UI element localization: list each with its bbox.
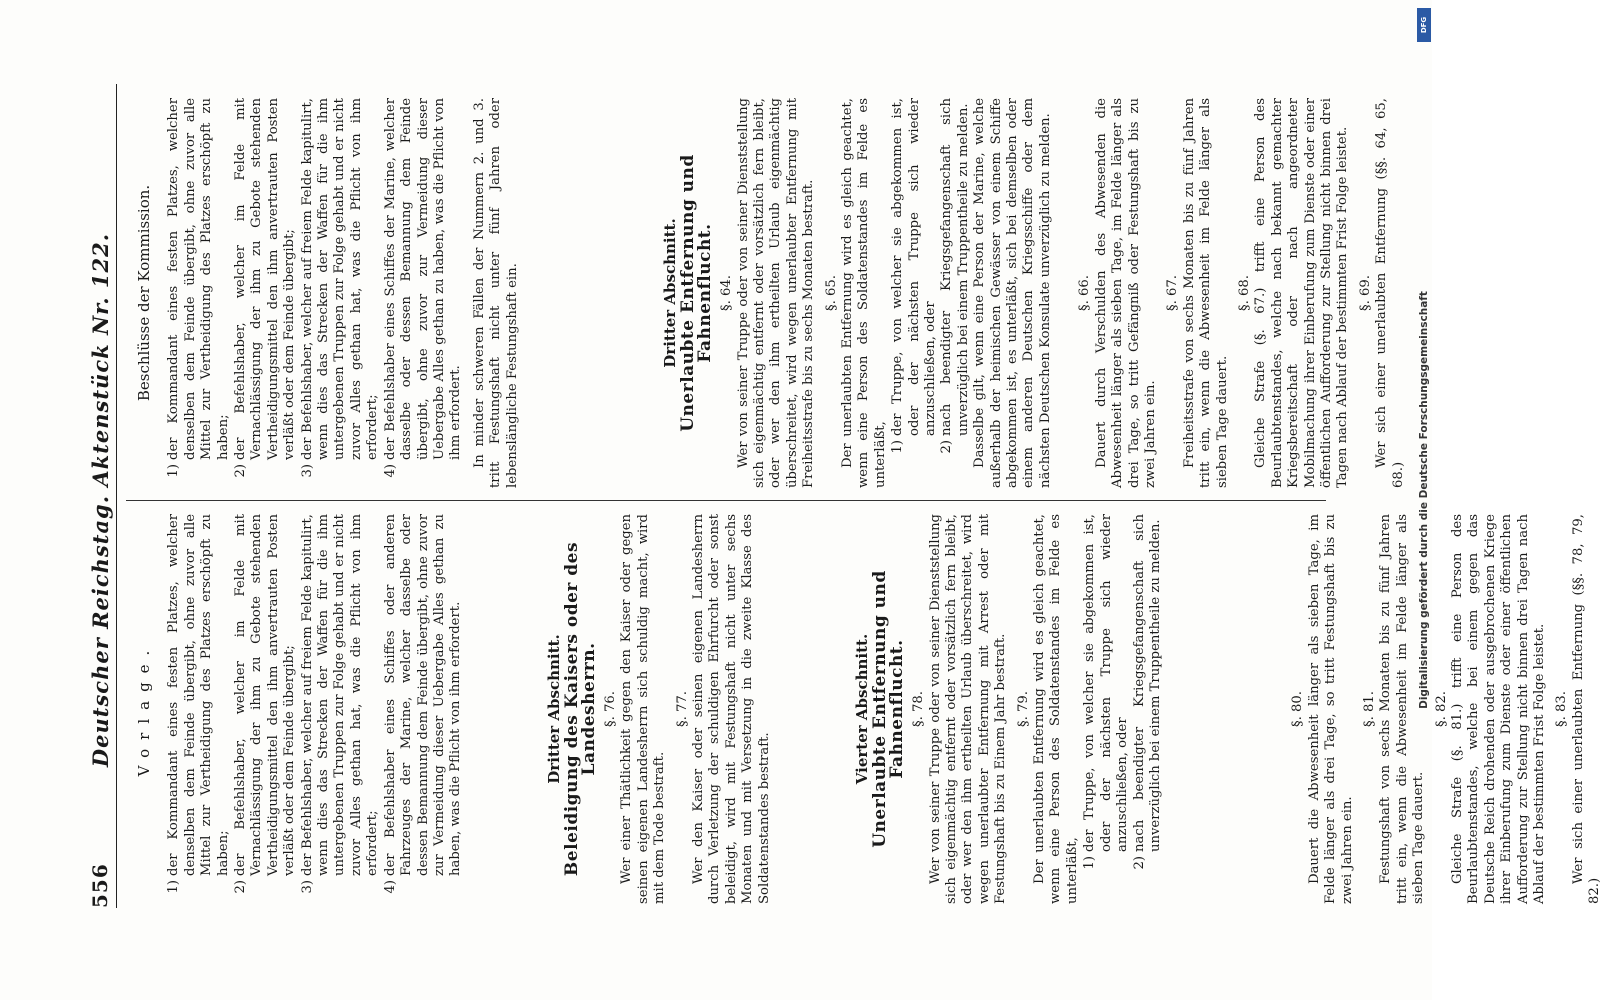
list-item: 4) der Befehlshaber eines Schiffes oder anderen Fahrzeuges der Marine, welcher dasselbe oder dessen Bemannung dem Feinde übergibt, ohne zuvor zur Vermeidung dieser Uebergabe Alles gethan zu haben, was die Pflicht von ihm erfordert. [382,514,464,894]
paragraph-sign: §. 67. [1165,275,1181,311]
paragraph-text: Der unerlaubten Entfernung wird es gleich geachtet, wenn eine Person des Soldatenstandes im Felde es unterläßt, [1032,514,1080,904]
digitization-credit: Digitalisierung gefördert durch die Deutsche Forschungsgemeinschaft [1418,291,1430,709]
paragraph-sign: §. 64. [719,275,735,311]
paragraph-text: Wer sich einer unerlaubten Entfernung (§§. 64, 65, 68.) [1374,98,1406,488]
section-subtitle: Unerlaubte Entfernung und Fahnenflucht. [870,570,907,848]
column-kommission [132,98,1408,488]
list-item: 4) der Befehlshaber eines Schiffes der Marine, welcher dasselbe oder dessen Bemannung dem Feinde übergibt, ohne zuvor zur Vermeidung dieser Uebergabe Alles gethan zu haben, was die Pflicht von ihm erfordert. [382,98,464,478]
paragraph-sign: §. 82. [1433,691,1449,727]
paragraph-text: Dasselbe gilt, wenn eine Person der Marine, welche außerhalb der heimischen Gewässer von einem Schiffe abgekommen ist, es unterläßt, sich bei demselben oder einem anderen Deutschen Kriegsschiffe oder dem nächsten Deutschen Konsulate unverzüglich zu melden. [972,98,1053,488]
section-subtitle: Beleidigung des Kaisers oder des Landesherrn. [562,541,599,877]
list-item: 3) der Befehlshaber, welcher auf freiem Felde kapitulirt, wenn dies das Strecken der Waffen für die ihm untergebenen Truppen zur Folge gehabt und er nicht zuvor Alles gethan hat, was die Pflicht von ihm erfordert; [299,98,381,478]
list-item: 2) nach beendigter Kriegsgefangenschaft sich unverzüglich bei einem Truppentheile zu melden. [1131,514,1163,870]
paragraph-sign: §. 68. [1236,275,1252,311]
paragraph-text: Wer von seiner Truppe oder von seiner Dienststellung sich eigenmächtig entfernt oder vorsätzlich fern bleibt, oder wer den ihm ertheilten Urlaub eigenmächtig überschreitet, wird wegen unerlaubter Entfernung mit Freiheitsstrafe bis zu sechs Monaten bestraft. [735,98,817,488]
list-item: 2) nach beendigter Kriegsgefangenschaft sich unverzüglich bei einem Truppentheile zu melden. [939,98,971,454]
paragraph-text: Gleiche Strafe (§. 67.) trifft eine Person des Beurlaubtenstandes, welche nach bekannt gemachter Kriegsbereitschaft oder nach angeordneter Mobilmachung ihrer Einberufung zum Dienste oder einer öffentlichen Aufforderung zur Stellung nicht binnen drei Tagen nach Ablauf der bestimmten Frist Folge leistet. [1253,98,1351,488]
column-heading-vorlage: Vorlage. [135,641,153,777]
page-title: Deutscher Reichstag. Aktenstück Nr. 122. [88,232,113,768]
paragraph-sign: §. 79. [1015,691,1031,727]
paragraph-text: Freiheitsstrafe von sechs Monaten bis zu fünf Jahren tritt ein, wenn die Abwesenheit im Felde länger als sieben Tage dauert. [1181,98,1230,488]
list-item: 1) der Kommandant eines festen Platzes, welcher denselben dem Feinde übergibt, ohne zuvor alle Mittel zur Vertheidigung des Platzes erschöpft zu haben; [166,514,231,894]
paragraph-sign: §. 81. [1361,691,1377,727]
dfg-logo: DFG [1417,8,1431,42]
section-title: Vierter Abschnitt. [853,633,871,785]
paragraph-sign: §. 65. [823,275,839,311]
paragraph-sign: §. 69. [1357,275,1373,311]
section-title: Dritter Abschnitt. [660,218,679,368]
paragraph-text: Wer von seiner Truppe oder von seiner Dienststellung sich eigenmächtig entfernt oder vorsätzlich fern bleibt, oder wer den ihm ertheilten Urlaub überschreitet, wird wegen unerlaubter Entfernung mit Arrest oder mit Festungshaft bis zu Einem Jahr bestraft. [927,514,1009,904]
paragraph-text: Festungshaft von sechs Monaten bis zu fünf Jahren tritt ein, wenn die Abwesenheit im Felde länger als sieben Tage dauert. [1378,514,1427,904]
section-subtitle: Unerlaubte Entfernung und Fahnenflucht. [678,154,715,432]
list-item: 1) der Truppe, von welcher sie abgekommen ist, oder der nächsten Truppe sich wieder anzuschließen, oder [890,98,939,454]
column-divider [126,500,1326,501]
section-title: Dritter Abschnitt. [544,634,563,784]
paragraph-sign: §. 78. [911,691,927,727]
paragraph-sign: §. 80. [1290,691,1306,727]
paragraph-sign: §. 77. [674,691,690,727]
paragraph-text: Der unerlaubten Entfernung wird es gleich geachtet, wenn eine Person des Soldatenstandes im Felde es unterläßt, [840,98,888,488]
paragraph-sign: §. 66. [1077,275,1093,311]
list-item: 1) der Truppe, von welcher sie abgekommen ist, oder der nächsten Truppe sich wieder anzuschließen, oder [1082,514,1131,870]
paragraph-text: Dauert die Abwesenheit länger als sieben Tage, im Felde länger als drei Tage, so tritt Festungshaft bis zu zwei Jahren ein. [1306,514,1355,904]
paragraph-sign: §. 83. [1554,691,1570,727]
paragraph-text: Wer sich einer unerlaubten Entfernung (§§. 78, 79, 82.) [1570,514,1603,904]
paragraph-sign: §. 76. [602,691,618,727]
column-vorlage [132,514,1605,904]
paragraph-text: Gleiche Strafe (§. 81.) trifft eine Person des Beurlaubtenstandes, welche bei einem gegen das Deutsche Reich drohenden oder ausgebrochenen Kriege ihrer Einberufung zum Dienste oder einer öffentlichen Aufforderung zur Stellung nicht binnen drei Tagen nach Ablauf der bestimmten Frist Folge leistet. [1449,514,1547,904]
paragraph-text: In minder schweren Fällen der Nummern 2. und 3. tritt Festungshaft nicht unter fünf Jahren oder lebenslängliche Festungshaft ein. [471,98,520,488]
column-heading-kommission: Beschlüsse der Kommission. [135,184,153,402]
header-rule [116,84,117,908]
paragraph-text: Dauert durch Verschulden des Abwesenden die Abwesenheit länger als sieben Tage, im Felde länger als drei Tage, so tritt Gefängniß oder Festungshaft bis zu zwei Jahren ein. [1093,98,1158,488]
list-item: 3) der Befehlshaber, welcher auf freiem Felde kapitulirt, wenn dies das Strecken der Waffen für die ihm untergebenen Truppen zur Folge gehabt und er nicht zuvor Alles gethan hat, was die Pflicht von ihm erfordert; [299,514,381,894]
page-number: 556 [88,863,112,908]
list-item: 2) der Befehlshaber, welcher im Felde mit Vernachlässigung der ihm zu Gebote stehenden Vertheidigungsmittel den ihm anvertrauten Posten verläßt oder dem Feinde übergibt; [233,98,298,478]
paragraph-text: Wer einer Thätlichkeit gegen den Kaiser oder gegen seinen eigenen Landesherrn sich schuldig macht, wird mit dem Tode bestraft. [619,514,668,904]
list-item: 2) der Befehlshaber, welcher im Felde mit Vernachlässigung der ihm zu Gebote stehenden Vertheidigungsmittel den ihm anvertrauten Posten verläßt oder dem Feinde übergibt; [233,514,298,894]
paragraph-text: Wer den Kaiser oder seinen eigenen Landesherrn durch Verletzung der schuldigen Ehrfurcht oder sonst beleidigt, wird mit Festungshaft nicht unter sechs Monaten und mit Versetzung in die zweite Klasse des Soldatenstandes bestraft. [690,514,772,904]
list-item: 1) der Kommandant eines festen Platzes, welcher denselben dem Feinde übergibt, ohne zuvor alle Mittel zur Vertheidigung des Platzes erschöpft zu haben; [166,98,231,478]
